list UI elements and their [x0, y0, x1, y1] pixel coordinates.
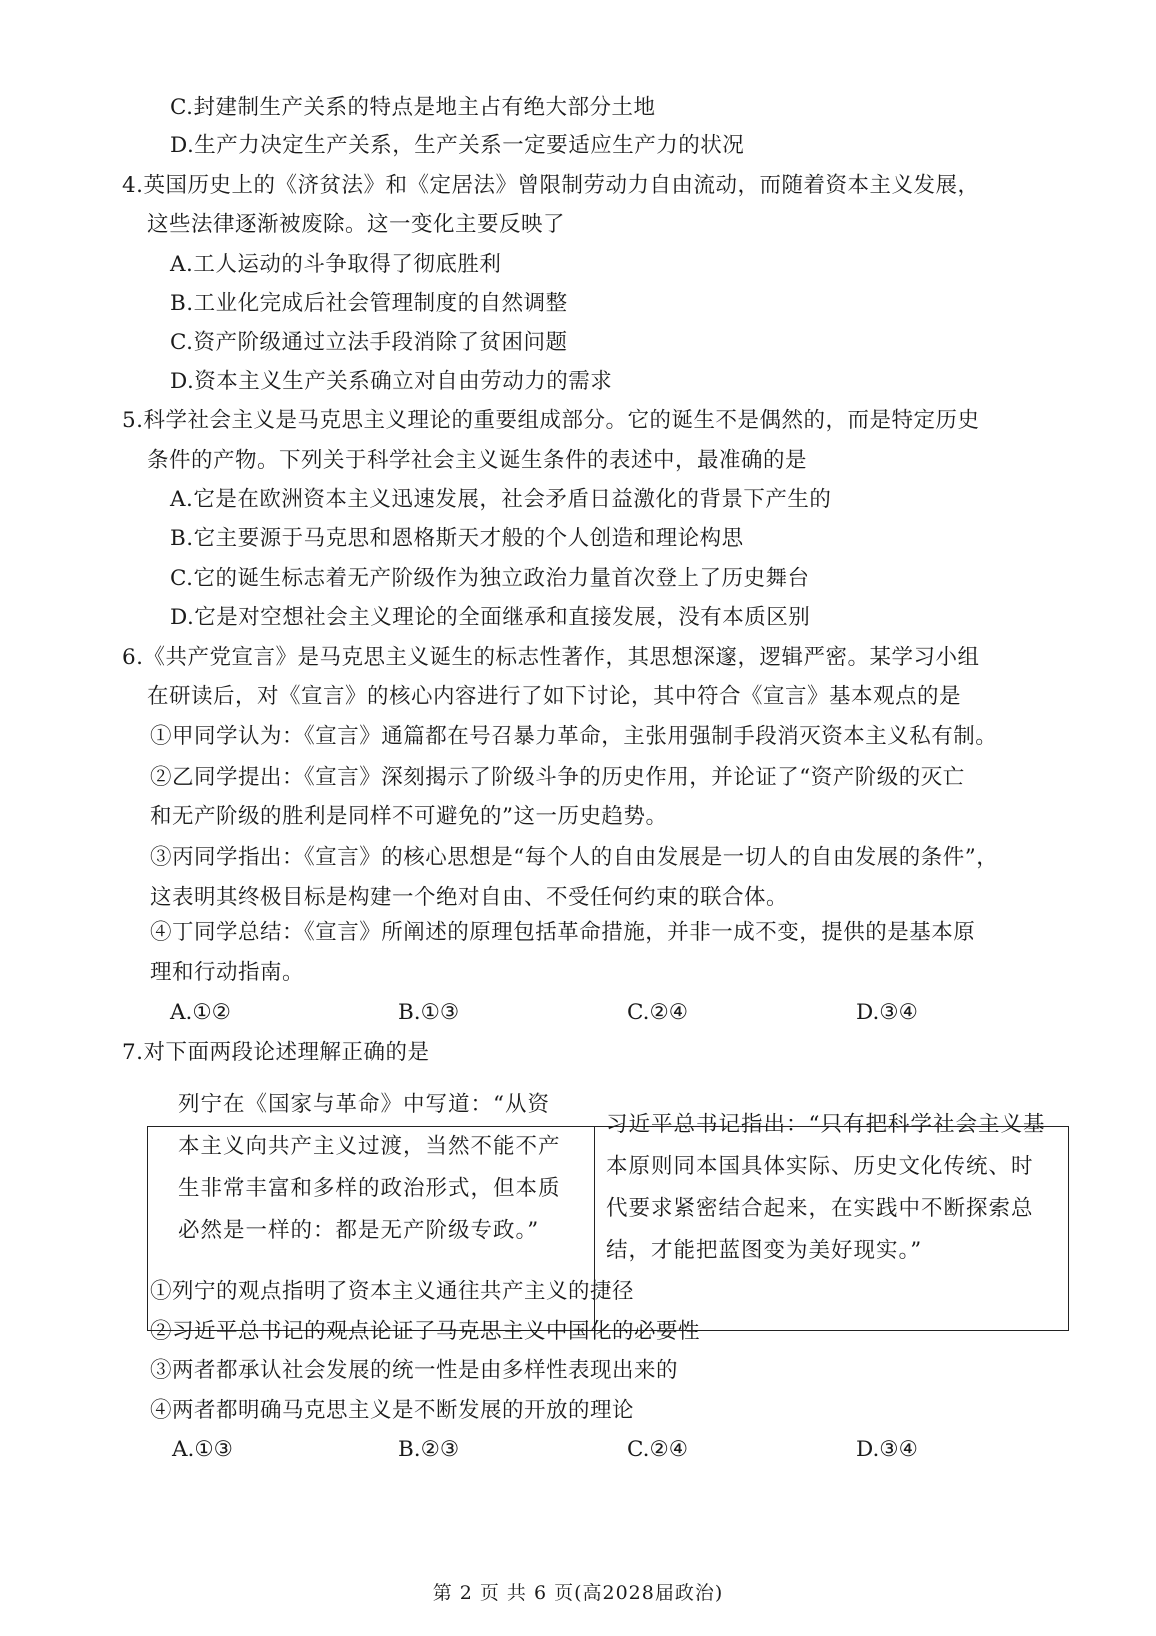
q6-choice-d: D.③④	[856, 1000, 918, 1025]
q7-quote-lenin: 列宁在《国家与革命》中写道：“从资本主义向共产主义过渡，当然不能不产生非常丰富和多样的政治形式，但本质必然是一样的：都是无产阶级专政。”	[178, 1092, 561, 1243]
q7-stem: 7.对下面两段论述理解正确的是	[122, 1040, 430, 1065]
q4-option-d: D.资本主义生产关系确立对自由劳动力的需求	[170, 369, 613, 394]
q6-stem-line1: 6.《共产党宣言》是马克思主义诞生的标志性著作，其思想深邃，逻辑严密。某学习小组	[122, 645, 980, 670]
q3-option-d: D.生产力决定生产关系，生产关系一定要适应生产力的状况	[170, 133, 745, 158]
q6-statement-4-line2: 理和行动指南。	[150, 960, 305, 985]
q6-statement-1: ①甲同学认为：《宣言》通篇都在号召暴力革命，主张用强制手段消灭资本主义私有制。	[150, 724, 998, 749]
q7-statement-4: ④两者都明确马克思主义是不断发展的开放的理论	[150, 1398, 635, 1423]
q4-stem-line1: 4.英国历史上的《济贫法》和《定居法》曾限制劳动力自由流动，而随着资本主义发展，	[122, 173, 980, 198]
q7-choice-a: A.①③	[172, 1437, 233, 1462]
q5-option-b: B.它主要源于马克思和恩格斯天才般的个人创造和理论构思	[170, 526, 744, 551]
q6-choice-b: B.①③	[398, 1000, 460, 1025]
q3-option-c: C.封建制生产关系的特点是地主占有绝大部分土地	[170, 95, 656, 120]
q4-option-b: B.工业化完成后社会管理制度的自然调整	[170, 291, 568, 316]
q7-quote-xi: 习近平总书记指出：“只有把科学社会主义基本原则同本国具体实际、历史文化传统、时代要求紧密结合起来，在实践中不断探索总结，才能把蓝图变为美好现实。”	[606, 1112, 1046, 1263]
q6-choice-a: A.①②	[170, 1000, 231, 1025]
q5-option-d: D.它是对空想社会主义理论的全面继承和直接发展，没有本质区别	[170, 605, 811, 630]
q6-statement-2-line1: ②乙同学提出：《宣言》深刻揭示了阶级斗争的历史作用，并论证了“资产阶级的灭亡	[150, 765, 965, 790]
q6-stem-line2: 在研读后，对《宣言》的核心内容进行了如下讨论，其中符合《宣言》基本观点的是	[147, 684, 962, 709]
q7-statement-1: ①列宁的观点指明了资本主义通往共产主义的捷径	[150, 1279, 635, 1304]
q7-statement-3: ③两者都承认社会发展的统一性是由多样性表现出来的	[150, 1358, 679, 1383]
q7-choice-c: C.②④	[627, 1437, 689, 1462]
q6-choice-c: C.②④	[627, 1000, 689, 1025]
q7-statement-2: ②习近平总书记的观点论证了马克思主义中国化的必要性	[150, 1319, 701, 1344]
q7-choice-b: B.②③	[398, 1437, 460, 1462]
q6-statement-3-line2: 这表明其终极目标是构建一个绝对自由、不受任何约束的联合体。	[150, 885, 789, 910]
q4-option-a: A.工人运动的斗争取得了彻底胜利	[170, 252, 502, 277]
q5-option-a: A.它是在欧洲资本主义迅速发展，社会矛盾日益激化的背景下产生的	[170, 487, 832, 512]
q4-option-c: C.资产阶级通过立法手段消除了贫困问题	[170, 330, 568, 355]
q4-stem-line2: 这些法律逐渐被废除。这一变化主要反映了	[147, 212, 566, 237]
page-footer: 第 2 页 共 6 页(高2028届政治)	[432, 1582, 724, 1604]
q7-choice-d: D.③④	[856, 1437, 918, 1462]
q5-stem-line1: 5.科学社会主义是马克思主义理论的重要组成部分。它的诞生不是偶然的，而是特定历史	[122, 408, 980, 433]
q6-statement-4-line1: ④丁同学总结：《宣言》所阐述的原理包括革命措施，并非一成不变，提供的是基本原	[150, 920, 976, 945]
q6-statement-2-line2: 和无产阶级的胜利是同样不可避免的”这一历史趋势。	[150, 804, 668, 829]
q6-statement-3-line1: ③丙同学指出：《宣言》的核心思想是“每个人的自由发展是一切人的自由发展的条件”，	[150, 845, 999, 870]
q5-option-c: C.它的诞生标志着无产阶级作为独立政治力量首次登上了历史舞台	[170, 566, 810, 591]
q5-stem-line2: 条件的产物。下列关于科学社会主义诞生条件的表述中，最准确的是	[147, 448, 808, 473]
